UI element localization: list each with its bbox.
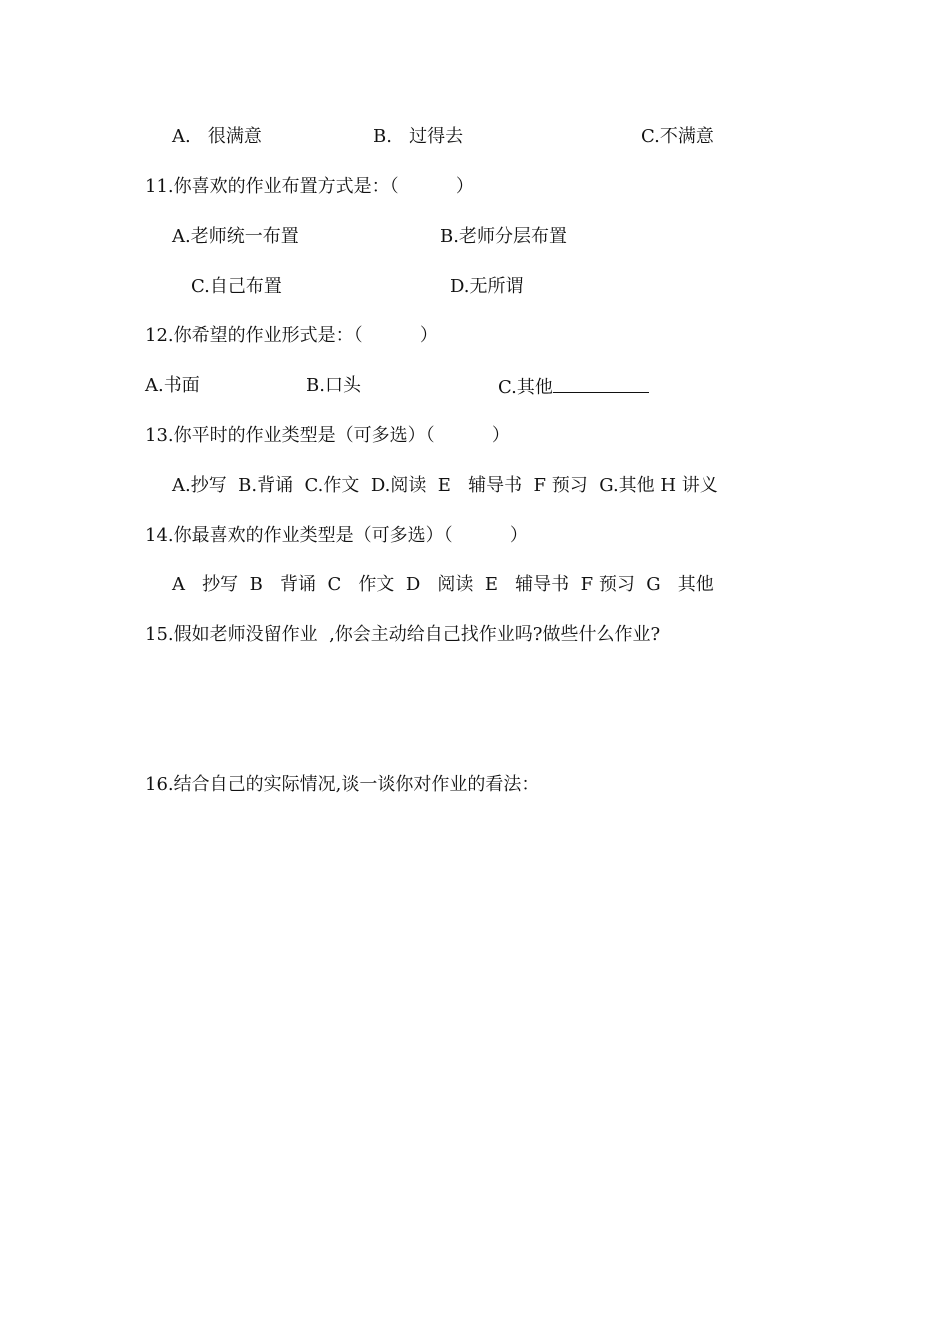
q15-prompt: 15.假如老师没留作业 ,你会主动给自己找作业吗?做些什么作业? xyxy=(145,624,661,645)
q12-prompt: 12.你希望的作业形式是：（ ） xyxy=(145,325,438,346)
q12-option-c-label: C.其他 xyxy=(498,377,553,398)
q11-option-a: A.老师统一布置 xyxy=(172,226,299,247)
q12-option-a: A.书面 xyxy=(145,375,200,396)
q12-fill-blank xyxy=(553,374,649,393)
q10-option-c: C.不满意 xyxy=(641,126,714,147)
q11-option-c: C.自己布置 xyxy=(191,276,282,297)
q12-option-b: B.口头 xyxy=(306,375,361,396)
q11-option-d: D.无所谓 xyxy=(450,276,524,297)
q16-prompt: 16.结合自己的实际情况,谈一谈你对作业的看法： xyxy=(145,774,540,795)
q10-option-b: B. 过得去 xyxy=(373,126,464,147)
q13-options: A.抄写 B.背诵 C.作文 D.阅读 E 辅导书 F 预习 G.其他 H 讲义 xyxy=(172,475,718,496)
q11-prompt: 11.你喜欢的作业布置方式是：（ ） xyxy=(145,176,474,197)
q10-option-a: A. 很满意 xyxy=(172,126,262,147)
q14-prompt: 14.你最喜欢的作业类型是（可多选）（ ） xyxy=(145,525,528,546)
q13-prompt: 13.你平时的作业类型是（可多选）（ ） xyxy=(145,425,510,446)
q12-option-c xyxy=(498,374,649,400)
q11-option-b: B.老师分层布置 xyxy=(440,226,567,247)
q14-options: A 抄写 B 背诵 C 作文 D 阅读 E 辅导书 F 预习 G 其他 xyxy=(172,574,714,595)
